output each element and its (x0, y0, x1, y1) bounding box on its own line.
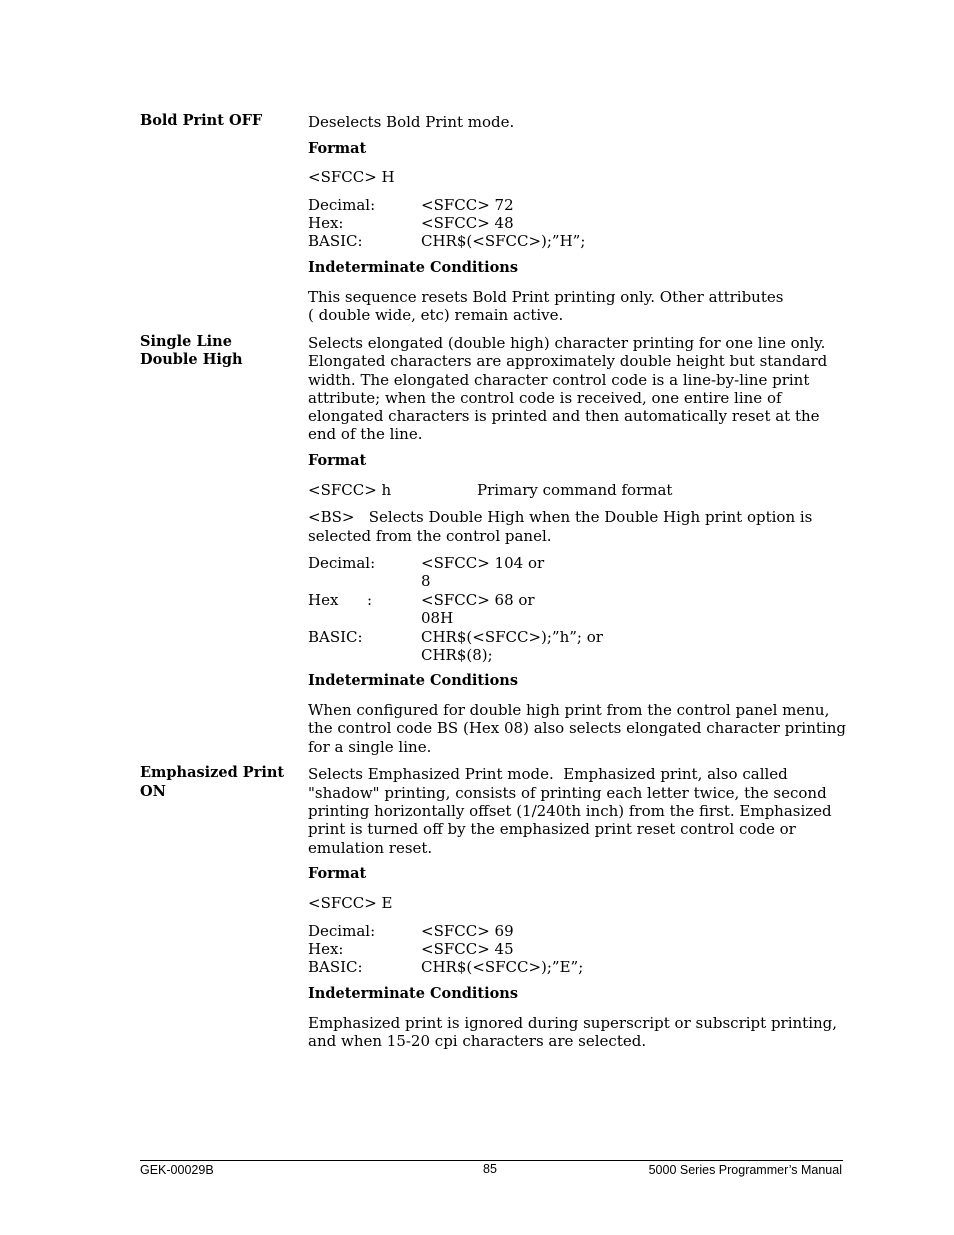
section-label-bold-print-off: Bold Print OFF (140, 112, 263, 129)
description-line: attribute; when the control code is received, one entire line of (308, 389, 782, 407)
code-value-hex-cont: 08H (421, 609, 454, 627)
code-value-decimal: <SFCC> 69 (421, 922, 514, 940)
bs-line: <BS> Selects Double High when the Double High print option is (308, 508, 813, 526)
footer-page-number: 85 (483, 1162, 497, 1176)
description-line: print is turned off by the emphasized print reset control code or (308, 820, 796, 838)
code-value-basic: CHR$(<SFCC>);”H”; (421, 232, 586, 250)
code-key-basic: BASIC: (308, 628, 363, 646)
format-heading: Format (308, 140, 367, 157)
conditions-heading: Indeterminate Conditions (308, 672, 518, 689)
conditions-line: This sequence resets Bold Print printing only. Other attributes (308, 288, 784, 306)
code-key-basic: BASIC: (308, 232, 363, 250)
description-line: "shadow" printing, consists of printing each letter twice, the second (308, 784, 827, 802)
conditions-line: When configured for double high print from the control panel menu, (308, 701, 830, 719)
code-key-hex: Hex: (308, 214, 344, 232)
code-value-hex: <SFCC> 48 (421, 214, 514, 232)
description-line: Elongated characters are approximately double height but standard (308, 352, 828, 370)
conditions-line: Emphasized print is ignored during superscript or subscript printing, (308, 1014, 838, 1032)
code-value-basic: CHR$(<SFCC>);”E”; (421, 958, 584, 976)
bs-line: selected from the control panel. (308, 527, 552, 545)
code-key-decimal: Decimal: (308, 554, 376, 572)
code-key-basic: BASIC: (308, 958, 363, 976)
code-key-hex: Hex: (308, 940, 344, 958)
code-value-hex: <SFCC> 45 (421, 940, 514, 958)
code-value-basic-cont: CHR$(8); (421, 646, 493, 664)
section-label-emphasized-print: Emphasized Print (140, 764, 285, 781)
section-label-on: ON (140, 783, 166, 800)
format-line: <SFCC> H (308, 168, 395, 186)
code-value-decimal: <SFCC> 72 (421, 196, 514, 214)
description-line: Selects Emphasized Print mode. Emphasized print, also called (308, 765, 788, 783)
description-line: emulation reset. (308, 839, 433, 857)
code-value-hex: <SFCC> 68 or (421, 591, 535, 609)
code-value-decimal: <SFCC> 104 or (421, 554, 545, 572)
conditions-line: ( double wide, etc) remain active. (308, 306, 564, 324)
description-line: Selects elongated (double high) character printing for one line only. (308, 334, 826, 352)
conditions-heading: Indeterminate Conditions (308, 985, 518, 1002)
conditions-line: for a single line. (308, 738, 432, 756)
footer-manual-title: 5000 Series Programmer’s Manual (648, 1163, 842, 1177)
footer-divider (140, 1160, 843, 1161)
description-line: width. The elongated character control code is a line-by-line print (308, 371, 810, 389)
format-line: <SFCC> E (308, 894, 393, 912)
code-value-basic: CHR$(<SFCC>);”h”; or (421, 628, 603, 646)
description-line: printing horizontally offset (1/240th inch) from the first. Emphasized (308, 802, 832, 820)
format-heading: Format (308, 865, 367, 882)
code-key-hex: Hex : (308, 591, 373, 609)
conditions-heading: Indeterminate Conditions (308, 259, 518, 276)
code-key-decimal: Decimal: (308, 922, 376, 940)
format-heading: Format (308, 452, 367, 469)
conditions-line: and when 15-20 cpi characters are selected. (308, 1032, 647, 1050)
code-value-decimal-cont: 8 (421, 572, 431, 590)
format-note: Primary command format (477, 481, 673, 499)
section-description: Deselects Bold Print mode. (308, 113, 515, 131)
format-line: <SFCC> h (308, 481, 392, 499)
footer-doc-number: GEK-00029B (140, 1163, 214, 1177)
description-line: elongated characters is printed and then automatically reset at the (308, 407, 820, 425)
section-label-single-line: Single Line (140, 333, 232, 350)
conditions-line: the control code BS (Hex 08) also selects elongated character printing (308, 719, 846, 737)
code-key-decimal: Decimal: (308, 196, 376, 214)
description-line: end of the line. (308, 425, 423, 443)
section-label-double-high: Double High (140, 351, 243, 368)
